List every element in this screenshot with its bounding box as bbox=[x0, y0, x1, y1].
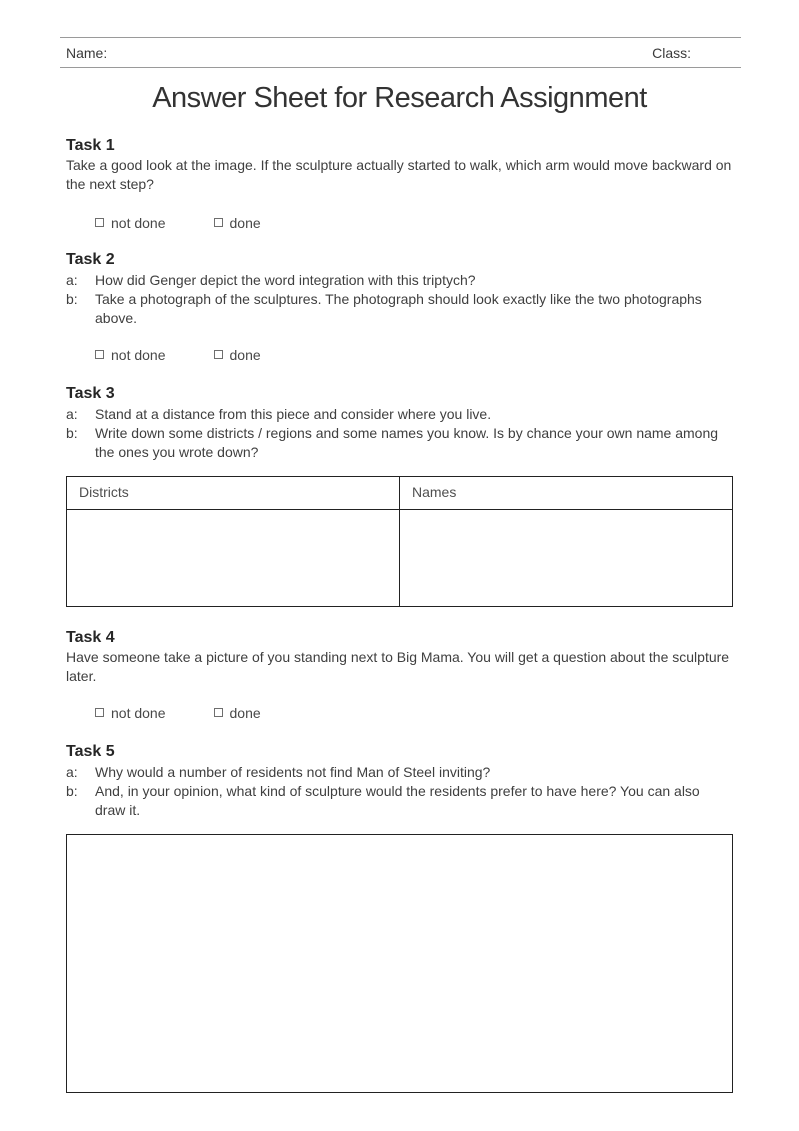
item-a-text: Stand at a distance from this piece and consider where you live. bbox=[95, 406, 492, 422]
task-4-section bbox=[66, 628, 733, 720]
done-label: done bbox=[229, 704, 261, 721]
not-done-label: not done bbox=[111, 704, 166, 721]
item-b-text: Write down some districts / regions and some names you know. Is by chance your own name among the ones you wrote down? bbox=[95, 425, 719, 460]
task-2-done-option[interactable] bbox=[214, 347, 261, 363]
not-done-checkbox-icon[interactable] bbox=[95, 218, 104, 227]
task-5-item-b bbox=[66, 782, 733, 820]
task-1-checkbox-row bbox=[95, 215, 733, 230]
task-2-section bbox=[66, 250, 733, 362]
task-5-title: Task 5 bbox=[66, 743, 115, 760]
task-2-checkbox-row bbox=[95, 347, 733, 362]
districts-column-header: Districts bbox=[67, 477, 400, 510]
task-4-text: Have someone take a picture of you standing next to Big Mama. You will get a question about the sculpture later. bbox=[66, 649, 730, 684]
task-1-section bbox=[66, 136, 733, 230]
item-b-label: b: bbox=[66, 291, 78, 307]
page-title: Answer Sheet for Research Assignment bbox=[152, 82, 647, 114]
names-input-cell[interactable] bbox=[400, 510, 733, 607]
answer-drawing-box[interactable] bbox=[66, 834, 733, 1093]
task-1-done-option[interactable] bbox=[214, 215, 261, 231]
task-4-title: Task 4 bbox=[66, 629, 115, 646]
name-label: Name: bbox=[66, 44, 108, 61]
item-a-label: a: bbox=[66, 272, 78, 288]
task-3-item-b bbox=[66, 424, 733, 462]
item-b-label: b: bbox=[66, 425, 78, 441]
task-4-checkbox-row bbox=[95, 705, 733, 720]
not-done-checkbox-icon[interactable] bbox=[95, 350, 104, 359]
name-class-header bbox=[60, 37, 741, 68]
task-2-not-done-option[interactable] bbox=[95, 347, 166, 363]
task-4-done-option[interactable] bbox=[214, 705, 261, 721]
task-2-title: Task 2 bbox=[66, 251, 115, 268]
class-label: Class: bbox=[652, 44, 691, 61]
done-checkbox-icon[interactable] bbox=[214, 708, 223, 717]
task-4-not-done-option[interactable] bbox=[95, 705, 166, 721]
item-b-label: b: bbox=[66, 783, 78, 799]
item-b-text: And, in your opinion, what kind of sculpture would the residents prefer to have here? You can also draw it. bbox=[95, 783, 700, 818]
task-3-item-a bbox=[66, 405, 733, 424]
task-5-item-a bbox=[66, 763, 733, 782]
done-label: done bbox=[229, 214, 261, 231]
table-row bbox=[67, 510, 733, 607]
task-1-not-done-option[interactable] bbox=[95, 215, 166, 231]
worksheet-content bbox=[66, 136, 733, 1093]
task-3-title: Task 3 bbox=[66, 385, 115, 402]
task-2-item-a bbox=[66, 271, 733, 290]
districts-input-cell[interactable] bbox=[67, 510, 400, 607]
task-2-item-b bbox=[66, 290, 733, 328]
districts-names-table bbox=[66, 476, 733, 607]
not-done-label: not done bbox=[111, 214, 166, 231]
item-a-text: Why would a number of residents not find Man of Steel inviting? bbox=[95, 764, 491, 780]
table-header-row bbox=[67, 477, 733, 510]
item-b-text: Take a photograph of the sculptures. The photograph should look exactly like the two photographs above. bbox=[95, 291, 702, 326]
task-1-title: Task 1 bbox=[66, 137, 115, 154]
item-a-label: a: bbox=[66, 406, 78, 422]
names-column-header: Names bbox=[400, 477, 733, 510]
done-checkbox-icon[interactable] bbox=[214, 218, 223, 227]
task-5-section bbox=[66, 742, 733, 820]
done-checkbox-icon[interactable] bbox=[214, 350, 223, 359]
task-3-section bbox=[66, 384, 733, 462]
task-1-text: Take a good look at the image. If the sculpture actually started to walk, which arm would move backward on the next step? bbox=[66, 157, 732, 192]
not-done-checkbox-icon[interactable] bbox=[95, 708, 104, 717]
item-a-label: a: bbox=[66, 764, 78, 780]
not-done-label: not done bbox=[111, 346, 166, 363]
done-label: done bbox=[229, 346, 261, 363]
item-a-text: How did Genger depict the word integration with this triptych? bbox=[95, 272, 476, 288]
